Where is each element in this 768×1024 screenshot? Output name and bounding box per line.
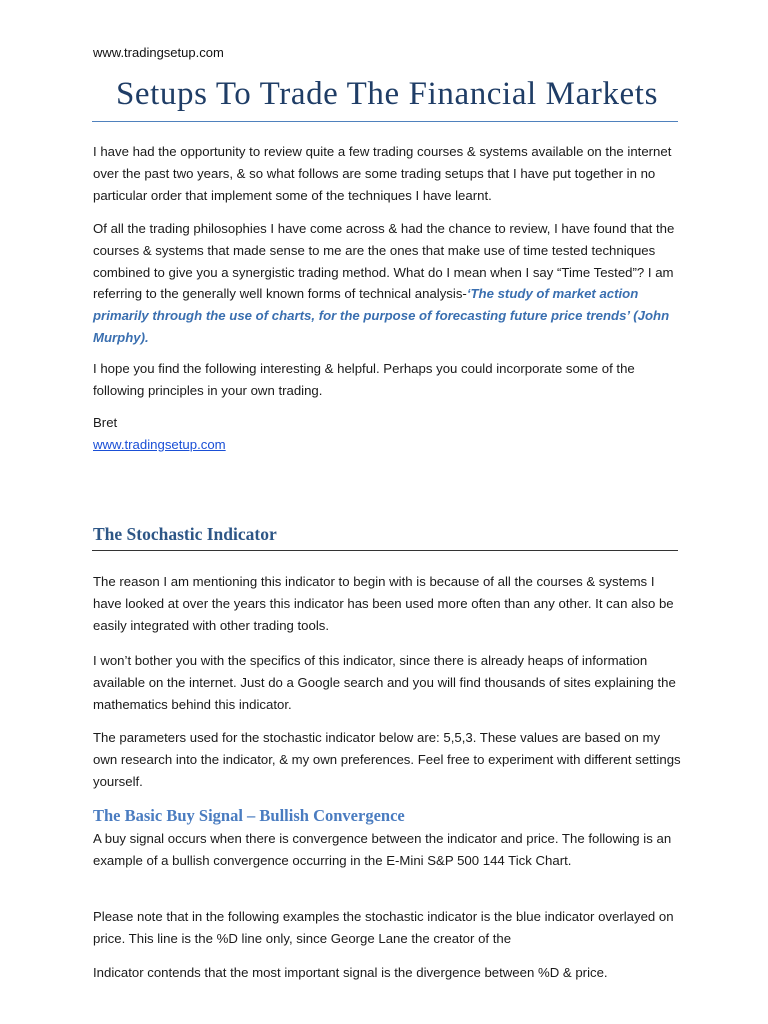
- buy-signal-paragraph-2: Please note that in the following examples the stochastic indicator is the blue indicator overlayed on price. This line is the %D line only, since George Lane the creator of the: [93, 909, 674, 946]
- section-heading-stochastic: The Stochastic Indicator: [93, 524, 277, 544]
- intro-paragraph-3: I hope you find the following interesting & helpful. Perhaps you could incorporate some of the following principles in your own trading.: [93, 361, 635, 398]
- signature-website-link[interactable]: www.tradingsetup.com: [93, 437, 226, 452]
- stochastic-paragraph-2: I won’t bother you with the specifics of this indicator, since there is already heaps of information available on the internet. Just do a Google search and you will find thousands of sites explaining the mathematics behind this indicator.: [93, 653, 676, 712]
- intro-paragraph-1: I have had the opportunity to review quite a few trading courses & systems available on the internet over the past two years, & so what follows are some trading setups that I have put together in no particular order that implement some of the techniques I have learnt.: [93, 144, 672, 203]
- murphy-quote: ‘The study of market action primarily through the use of charts, for the purpose of forecasting future price trends’ (John Murphy).: [93, 286, 670, 345]
- stochastic-paragraph-1: The reason I am mentioning this indicator to begin with is because of all the courses & systems I have looked at over the years this indicator has been used more often than any other. It can also be easily integrated with other trading tools.: [93, 574, 674, 633]
- document-title: Setups To Trade The Financial Markets: [115, 76, 659, 112]
- section-divider: [92, 550, 678, 551]
- buy-signal-paragraph-1: A buy signal occurs when there is convergence between the indicator and price. The following is an example of a bullish convergence occurring in the E-Mini S&P 500 144 Tick Chart.: [93, 831, 672, 868]
- buy-signal-paragraph-3: Indicator contends that the most important signal is the divergence between %D & price.: [93, 965, 608, 980]
- signature-name: Bret: [93, 415, 118, 430]
- stochastic-paragraph-3: The parameters used for the stochastic indicator below are: 5,5,3. These values are based on my own research into the indicator, & my own preferences. Feel free to experiment with different settings yourself.: [93, 730, 681, 789]
- intro-paragraph-2: [93, 218, 683, 349]
- intro-paragraph-2-text: Of all the trading philosophies I have come across & had the chance to review, I have found that the courses & systems that made sense to me are the ones that make use of time tested techniques combined to give you a synergistic trading method. What do I mean when I say “Time Tested”? I am referring to the generally well known forms of technical analysis-: [93, 221, 675, 302]
- header-site-url: www.tradingsetup.com: [93, 45, 224, 60]
- title-divider: [92, 121, 678, 122]
- subheading-basic-buy-signal: The Basic Buy Signal – Bullish Convergence: [93, 806, 405, 825]
